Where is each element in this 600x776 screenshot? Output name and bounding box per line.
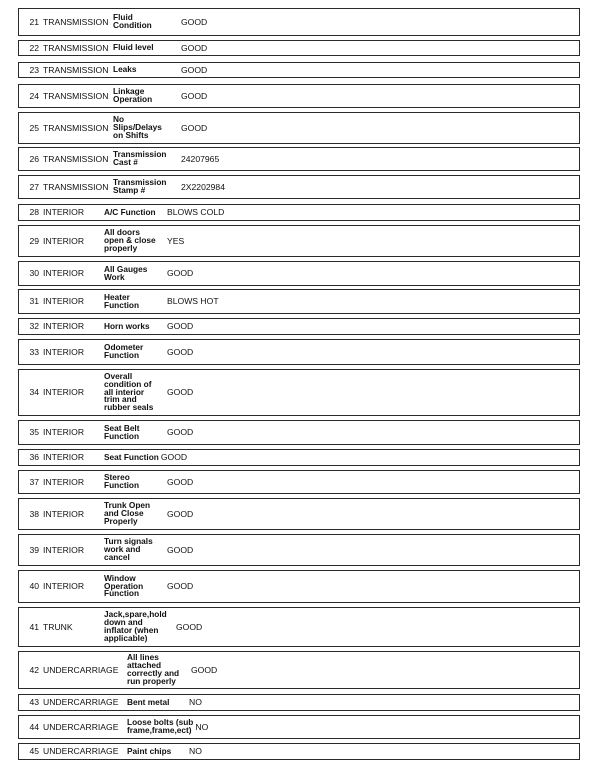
row-value: GOOD: [167, 427, 194, 438]
row-value: YES: [167, 235, 185, 246]
row-number: 44: [29, 721, 39, 732]
row-section: INTERIOR: [43, 544, 85, 555]
row-item: Heater Function: [104, 291, 140, 310]
row-number: 22: [29, 42, 39, 53]
table-row: [18, 40, 580, 56]
row-section: UNDERCARRIAGE: [43, 746, 119, 757]
row-value: GOOD: [167, 476, 194, 487]
row-item: Window Operation Function: [104, 572, 144, 599]
table-row: [18, 84, 580, 108]
row-number: 37: [29, 476, 39, 487]
row-value: NO: [189, 746, 202, 757]
row-value: GOOD: [181, 122, 208, 133]
row-value: GOOD: [176, 621, 203, 632]
row-item: Stereo Function: [104, 472, 140, 490]
row-value: GOOD: [167, 581, 194, 592]
row-value: BLOWS HOT: [167, 296, 219, 307]
row-item: Linkage Operation: [113, 86, 153, 104]
table-row: [18, 112, 580, 144]
row-value: GOOD: [160, 452, 188, 463]
table-row: [18, 694, 580, 711]
row-item: Paint chips: [127, 745, 172, 756]
row-item: Fluid level: [113, 42, 154, 53]
table-row: [18, 175, 580, 199]
row-item: Jack,spare,hold down and inflator (when applicable): [104, 609, 167, 643]
row-section: INTERIOR: [43, 268, 85, 279]
row-item: A/C Function: [104, 206, 156, 217]
row-section: UNDERCARRIAGE: [43, 664, 119, 675]
table-row: [18, 534, 580, 566]
row-number: 29: [29, 235, 39, 246]
row-section: TRANSMISSION: [43, 64, 109, 75]
row-section: INTERIOR: [43, 346, 85, 357]
row-number: 36: [29, 452, 39, 463]
row-section: TRANSMISSION: [43, 153, 109, 164]
row-section: TRUNK: [43, 621, 73, 632]
row-value: NO: [195, 721, 209, 732]
row-value: GOOD: [181, 90, 208, 101]
row-value: GOOD: [167, 508, 194, 519]
row-number: 21: [29, 16, 39, 27]
table-row: [18, 261, 580, 286]
row-section: INTERIOR: [43, 581, 85, 592]
row-value: 24207965: [181, 153, 220, 164]
table-row: [18, 470, 580, 494]
row-number: 33: [29, 346, 39, 357]
table-row: [18, 62, 580, 78]
row-item: Loose bolts (sub frame,frame,ect): [127, 717, 194, 735]
row-value: GOOD: [181, 42, 208, 53]
row-item: Odometer Function: [104, 342, 144, 360]
row-value: GOOD: [167, 544, 194, 555]
row-item: All doors open & close properly: [104, 227, 156, 253]
table-row: [18, 318, 580, 335]
row-number: 45: [29, 746, 39, 757]
table-row: [18, 147, 580, 171]
row-item: Fluid Condition: [113, 12, 152, 30]
row-number: 39: [29, 544, 39, 555]
row-value: GOOD: [167, 387, 194, 398]
row-section: TRANSMISSION: [43, 122, 109, 133]
table-row: [18, 339, 580, 365]
row-number: 35: [29, 427, 39, 438]
row-item: Seat Function: [104, 451, 159, 462]
row-value: GOOD: [191, 664, 218, 675]
row-number: 42: [29, 664, 39, 675]
table-row: [18, 225, 580, 257]
row-number: 26: [29, 153, 39, 164]
row-section: INTERIOR: [43, 427, 85, 438]
row-number: 25: [29, 122, 39, 133]
row-value: GOOD: [167, 268, 194, 279]
row-value: GOOD: [167, 321, 194, 332]
row-number: 27: [29, 181, 39, 192]
row-section: INTERIOR: [43, 387, 85, 398]
row-section: INTERIOR: [43, 476, 85, 487]
row-number: 41: [29, 621, 39, 632]
table-row: [18, 607, 580, 647]
table-row: [18, 369, 580, 416]
row-number: 24: [29, 90, 39, 101]
row-section: UNDERCARRIAGE: [43, 697, 119, 708]
row-value: 2X2202984: [181, 181, 225, 192]
row-item: All lines attached correctly and run properly: [127, 652, 180, 686]
row-section: TRANSMISSION: [43, 90, 109, 101]
table-row: [18, 498, 580, 530]
row-section: TRANSMISSION: [43, 16, 109, 27]
row-section: UNDERCARRIAGE: [43, 721, 119, 732]
row-number: 30: [29, 268, 39, 279]
row-number: 31: [29, 296, 39, 307]
row-number: 38: [29, 508, 39, 519]
row-section: TRANSMISSION: [43, 42, 109, 53]
row-number: 23: [29, 64, 39, 75]
row-section: INTERIOR: [43, 508, 85, 519]
table-row: [18, 420, 580, 445]
row-item: All Gauges Work: [104, 263, 148, 282]
row-item: Overall condition of all interior trim and rubber seals: [104, 370, 154, 413]
row-number: 34: [29, 387, 39, 398]
row-section: INTERIOR: [43, 207, 85, 218]
row-section: INTERIOR: [43, 321, 85, 332]
table-row: [18, 570, 580, 603]
row-value: GOOD: [181, 16, 208, 27]
row-number: 43: [29, 697, 39, 708]
table-row: [18, 449, 580, 466]
row-number: 32: [29, 321, 39, 332]
table-row: [18, 8, 580, 36]
row-number: 40: [29, 581, 39, 592]
row-value: BLOWS COLD: [167, 207, 225, 218]
row-section: INTERIOR: [43, 235, 85, 246]
row-section: INTERIOR: [43, 452, 85, 463]
row-item: Leaks: [113, 64, 137, 75]
table-row: [18, 651, 580, 689]
row-number: 28: [29, 207, 39, 218]
table-row: [18, 289, 580, 314]
row-value: GOOD: [181, 64, 208, 75]
row-item: Bent metal: [127, 696, 170, 707]
table-row: [18, 715, 580, 739]
row-item: Transmission Cast #: [113, 149, 167, 167]
table-row: [18, 743, 580, 760]
row-section: TRANSMISSION: [43, 181, 109, 192]
table-row: [18, 204, 580, 221]
row-section: INTERIOR: [43, 296, 85, 307]
row-item: Transmission Stamp #: [113, 177, 167, 195]
row-item: No Slips/Delays on Shifts: [113, 114, 162, 140]
row-item: Horn works: [104, 320, 150, 331]
row-value: GOOD: [167, 346, 194, 357]
row-item: Turn signals work and cancel: [104, 536, 153, 562]
row-item: Seat Belt Function: [104, 422, 140, 441]
row-value: NO: [189, 697, 202, 708]
row-item: Trunk Open and Close Properly: [104, 500, 151, 526]
